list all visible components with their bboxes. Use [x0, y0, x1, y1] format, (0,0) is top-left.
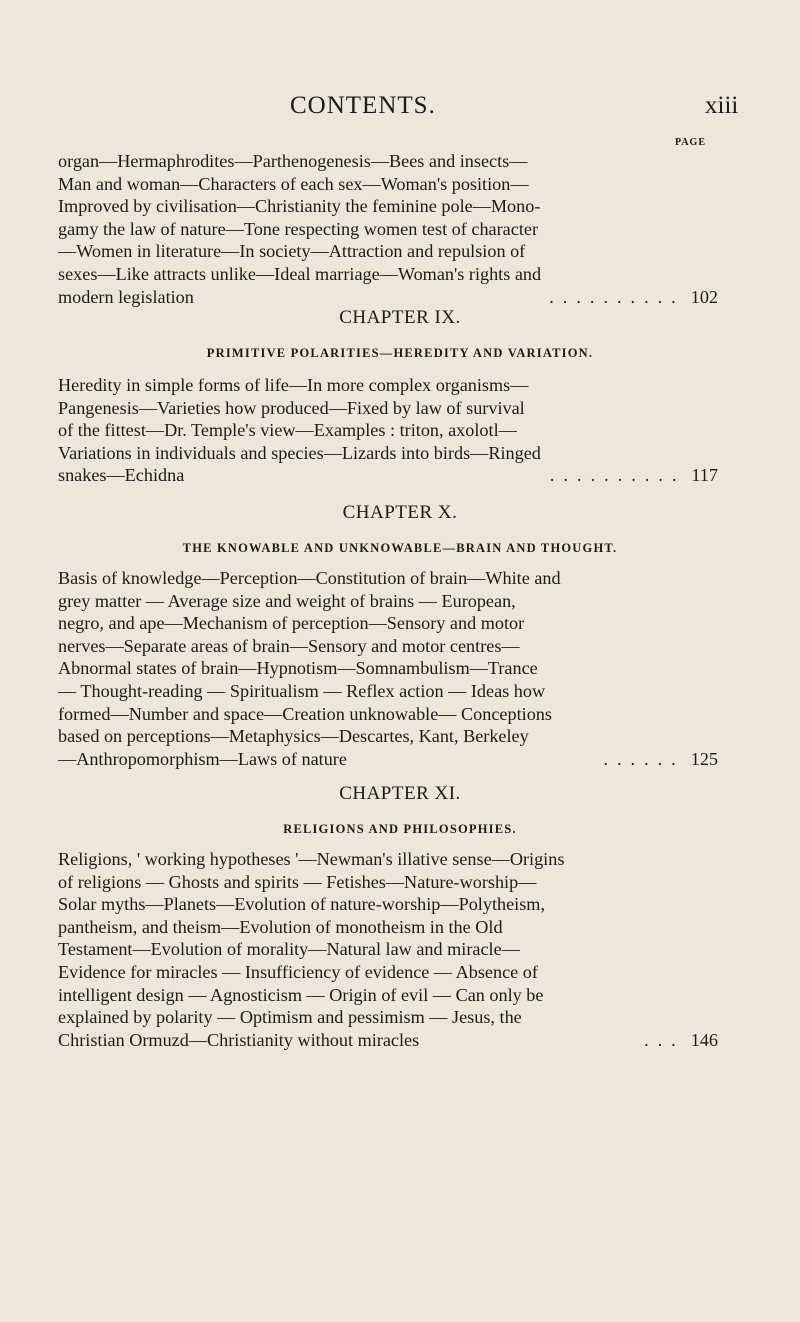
chapter-entry — [58, 848, 718, 1051]
entry-line: Variations in individuals and species—Lizards into birds—Ringed — [58, 442, 541, 463]
chapter-title: CHAPTER IX. — [339, 307, 461, 328]
entry-page: 117 — [691, 465, 718, 486]
entry-line: Christian Ormuzd—Christianity without miracles — [58, 1029, 420, 1050]
entry-line: Evidence for miracles — Insufficiency of evidence — Absence of — [58, 961, 538, 982]
entry-line: explained by polarity — Optimism and pessimism — Jesus, the — [58, 1007, 522, 1028]
leader-dots: ... — [644, 1029, 685, 1050]
chapter-title: CHAPTER XI. — [339, 783, 461, 804]
entry-line: — Thought-reading — Spiritualism — Reflex action — Ideas how — [58, 680, 546, 701]
entry-line: sexes—Like attracts unlike—Ideal marriage—Woman's rights and — [58, 263, 542, 284]
entry-line: grey matter — Average size and weight of brains — European, — [58, 590, 516, 611]
entry-line: of religions — Ghosts and spirits — Fetishes—Nature-worship— — [58, 871, 537, 892]
entry-line: pantheism, and theism—Evolution of monotheism in the Old — [58, 916, 503, 937]
chapter-entry — [58, 374, 718, 487]
chapter-subtitle: PRIMITIVE POLARITIES—HEREDITY AND VARIATION. — [206, 346, 594, 360]
entry-page: 146 — [690, 1029, 718, 1050]
entry-line: nerves—Separate areas of brain—Sensory and motor centres— — [58, 635, 520, 656]
entry-line: Solar myths—Planets—Evolution of nature-worship—Polytheism, — [58, 894, 545, 915]
chapter-entry — [58, 567, 718, 770]
entry-last-line — [58, 1029, 718, 1052]
page-column-label: PAGE — [674, 137, 706, 148]
leader-dots: .......... — [549, 286, 685, 307]
entry-line: organ—Hermaphrodites—Parthenogenesis—Bees and insects— — [58, 151, 528, 171]
running-head-title: CONTENTS. — [290, 92, 436, 119]
leader-dots: .......... — [549, 465, 686, 486]
entry-page: 102 — [690, 286, 718, 307]
entry-line: —Women in literature—In society—Attraction and repulsion of — [58, 241, 526, 262]
entry-line: based on perceptions—Metaphysics—Descartes, Kant, Berkeley — [58, 726, 529, 747]
entry-line: —Anthropomorphism—Laws of nature — [58, 748, 347, 769]
entry-line: of the fittest—Dr. Temple's view—Examples : triton, axolotl— — [58, 420, 517, 441]
entry-line: Religions, ' working hypotheses '—Newman's illative sense—Origins — [58, 849, 565, 869]
entry-line: Testament—Evolution of morality—Natural law and miracle— — [58, 939, 520, 960]
entry-line: Improved by civilisation—Christianity the feminine pole—Mono- — [58, 196, 541, 217]
continued-entry — [58, 150, 718, 308]
entry-page: 125 — [690, 748, 718, 769]
entry-line: Abnormal states of brain—Hypnotism—Somnambulism—Trance — [58, 658, 538, 679]
entry-line: intelligent design — Agnosticism — Origin of evil — Can only be — [58, 984, 544, 1005]
entry-line: negro, and ape—Mechanism of perception—Sensory and motor — [58, 613, 525, 634]
entry-line: Heredity in simple forms of life—In more complex organisms— — [58, 375, 529, 395]
entry-line: formed—Number and space—Creation unknowable— Conceptions — [58, 703, 552, 724]
entry-line: Man and woman—Characters of each sex—Woman's position— — [58, 173, 529, 194]
entry-last-line — [58, 286, 718, 309]
entry-last-line — [58, 464, 718, 487]
entry-line: snakes—Echidna — [58, 465, 185, 486]
entry-line: gamy the law of nature—Tone respecting women test of character — [58, 218, 538, 239]
running-head — [0, 92, 800, 122]
chapter-subtitle: RELIGIONS AND PHILOSOPHIES. — [283, 822, 517, 836]
page-number: xiii — [705, 92, 739, 119]
chapter-subtitle: THE KNOWABLE AND UNKNOWABLE—BRAIN AND THOUGHT. — [182, 541, 618, 555]
entry-line: Basis of knowledge—Perception—Constitution of brain—White and — [58, 568, 561, 588]
entry-line: modern legislation — [58, 286, 194, 307]
entry-last-line — [58, 748, 718, 771]
entry-line: Pangenesis—Varieties how produced—Fixed by law of survival — [58, 397, 525, 418]
leader-dots: ...... — [603, 748, 685, 769]
chapter-title: CHAPTER X. — [342, 502, 458, 523]
